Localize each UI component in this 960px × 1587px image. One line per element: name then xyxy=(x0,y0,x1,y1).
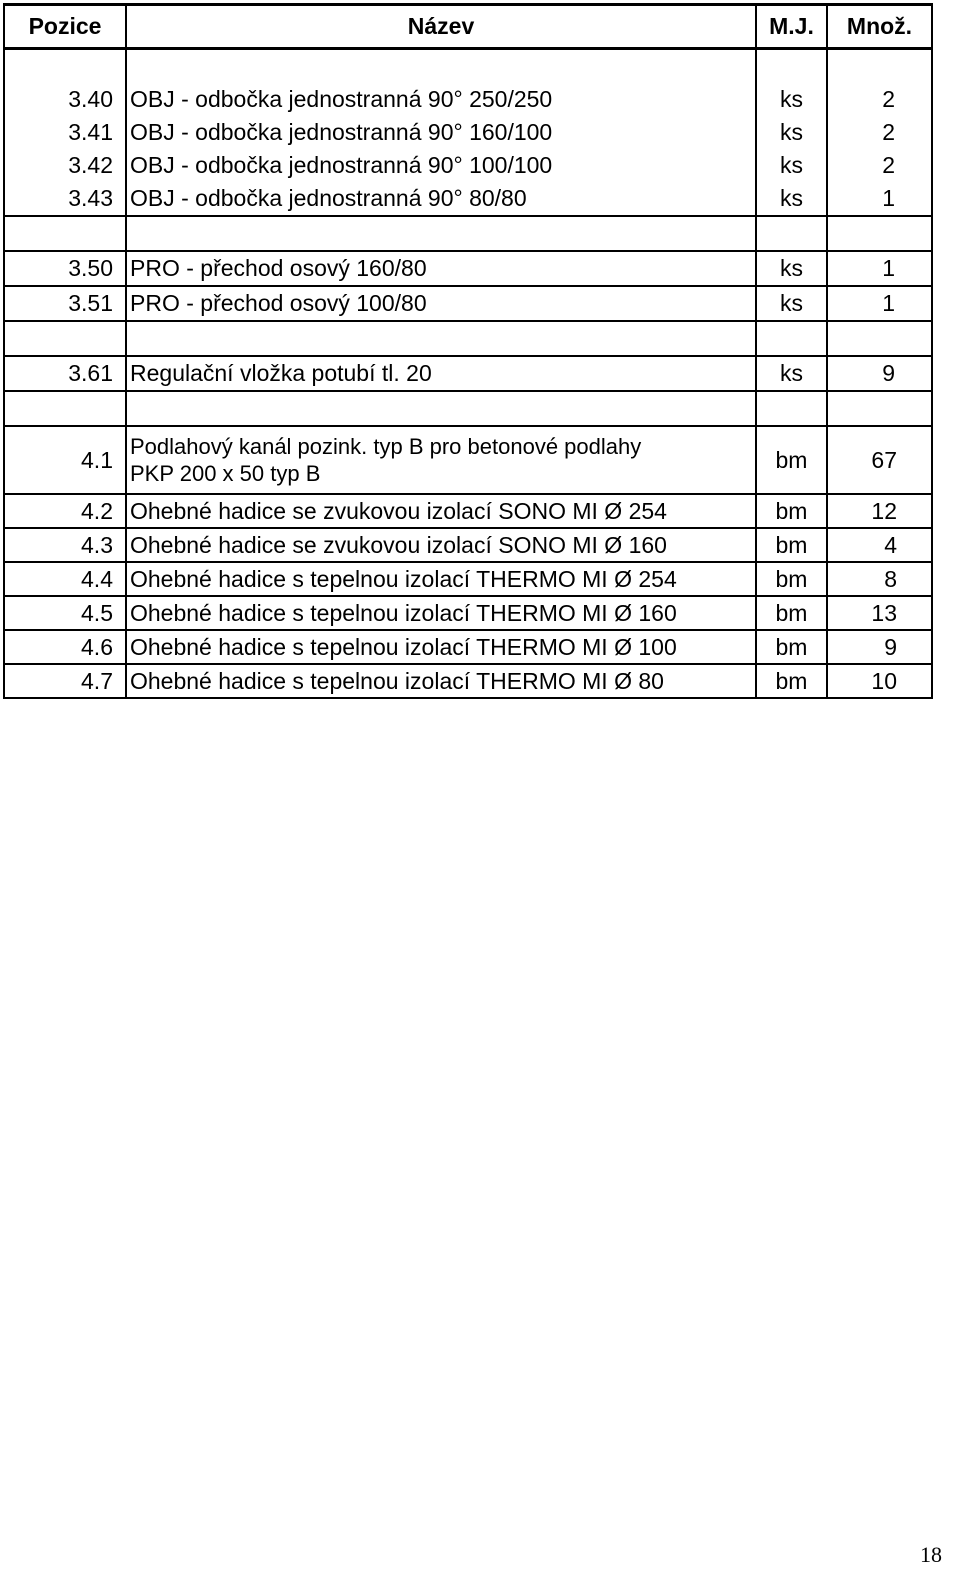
row-position: 4.6 xyxy=(4,630,126,664)
row-quantity: 9 xyxy=(827,356,932,391)
row-quantity: 1 xyxy=(827,286,932,321)
row-position: 4.4 xyxy=(4,562,126,596)
row-unit: bm xyxy=(756,426,827,494)
row-position: 4.2 xyxy=(4,494,126,528)
row-name xyxy=(126,426,756,494)
table-row xyxy=(4,528,932,562)
row-name: Ohebné hadice s tepelnou izolací THERMO MI Ø 100 xyxy=(126,630,756,664)
row-quantity: 1 xyxy=(827,251,932,286)
row-quantity: 2 xyxy=(827,116,932,149)
row-quantity: 9 xyxy=(827,630,932,664)
row-position: 4.3 xyxy=(4,528,126,562)
table-row xyxy=(4,426,932,494)
row-quantity: 2 xyxy=(827,83,932,116)
row-position: 4.1 xyxy=(4,426,126,494)
table-row xyxy=(4,182,932,216)
spacer-row xyxy=(4,49,932,84)
row-position: 3.50 xyxy=(4,251,126,286)
table-row xyxy=(4,83,932,116)
row-position: 3.41 xyxy=(4,116,126,149)
row-unit: bm xyxy=(756,562,827,596)
row-unit: ks xyxy=(756,251,827,286)
header-quantity: Množ. xyxy=(827,5,932,49)
row-name: Ohebné hadice se zvukovou izolací SONO MI Ø 254 xyxy=(126,494,756,528)
row-name: OBJ - odbočka jednostranná 90° 80/80 xyxy=(126,182,756,216)
row-name: Regulační vložka potubí tl. 20 xyxy=(126,356,756,391)
specification-table xyxy=(3,3,933,699)
row-position: 3.61 xyxy=(4,356,126,391)
row-name-line-1: Podlahový kanál pozink. typ B pro betonové podlahy xyxy=(130,433,642,459)
row-unit: bm xyxy=(756,528,827,562)
row-unit: ks xyxy=(756,182,827,216)
table-row xyxy=(4,562,932,596)
row-position: 3.40 xyxy=(4,83,126,116)
table-row xyxy=(4,286,932,321)
table-body xyxy=(4,49,932,699)
row-name: OBJ - odbočka jednostranná 90° 100/100 xyxy=(126,149,756,182)
table-row xyxy=(4,596,932,630)
row-quantity: 1 xyxy=(827,182,932,216)
header-name: Název xyxy=(126,5,756,49)
table-row xyxy=(4,664,932,698)
table-row xyxy=(4,251,932,286)
header-position: Pozice xyxy=(4,5,126,49)
row-unit: bm xyxy=(756,664,827,698)
row-unit: bm xyxy=(756,596,827,630)
row-unit: ks xyxy=(756,149,827,182)
header-unit: M.J. xyxy=(756,5,827,49)
row-quantity: 10 xyxy=(827,664,932,698)
row-unit: ks xyxy=(756,286,827,321)
row-quantity: 8 xyxy=(827,562,932,596)
spacer-row xyxy=(4,321,932,356)
row-position: 3.43 xyxy=(4,182,126,216)
row-name: Ohebné hadice se zvukovou izolací SONO MI Ø 160 xyxy=(126,528,756,562)
row-unit: ks xyxy=(756,356,827,391)
header-row xyxy=(4,5,932,49)
row-position: 4.5 xyxy=(4,596,126,630)
row-unit: bm xyxy=(756,630,827,664)
row-position: 3.51 xyxy=(4,286,126,321)
table-row xyxy=(4,116,932,149)
row-name: OBJ - odbočka jednostranná 90° 250/250 xyxy=(126,83,756,116)
spacer-row xyxy=(4,216,932,251)
row-name: PRO - přechod osový 160/80 xyxy=(126,251,756,286)
row-quantity: 4 xyxy=(827,528,932,562)
row-quantity: 12 xyxy=(827,494,932,528)
table-row xyxy=(4,494,932,528)
row-name: Ohebné hadice s tepelnou izolací THERMO MI Ø 254 xyxy=(126,562,756,596)
row-quantity: 13 xyxy=(827,596,932,630)
row-unit: ks xyxy=(756,83,827,116)
row-unit: bm xyxy=(756,494,827,528)
table-header xyxy=(4,5,932,49)
row-position: 3.42 xyxy=(4,149,126,182)
table-row xyxy=(4,356,932,391)
row-quantity: 67 xyxy=(827,426,932,494)
row-quantity: 2 xyxy=(827,149,932,182)
row-position: 4.7 xyxy=(4,664,126,698)
row-name: Ohebné hadice s tepelnou izolací THERMO MI Ø 80 xyxy=(126,664,756,698)
table-row xyxy=(4,149,932,182)
table-row xyxy=(4,630,932,664)
row-name-line-2: PKP 200 x 50 typ B xyxy=(130,460,321,486)
spacer-row xyxy=(4,391,932,426)
row-name: Ohebné hadice s tepelnou izolací THERMO MI Ø 160 xyxy=(126,596,756,630)
row-unit: ks xyxy=(756,116,827,149)
page-number: 18 xyxy=(920,1542,942,1567)
row-name: PRO - přechod osový 100/80 xyxy=(126,286,756,321)
row-name: OBJ - odbočka jednostranná 90° 160/100 xyxy=(126,116,756,149)
